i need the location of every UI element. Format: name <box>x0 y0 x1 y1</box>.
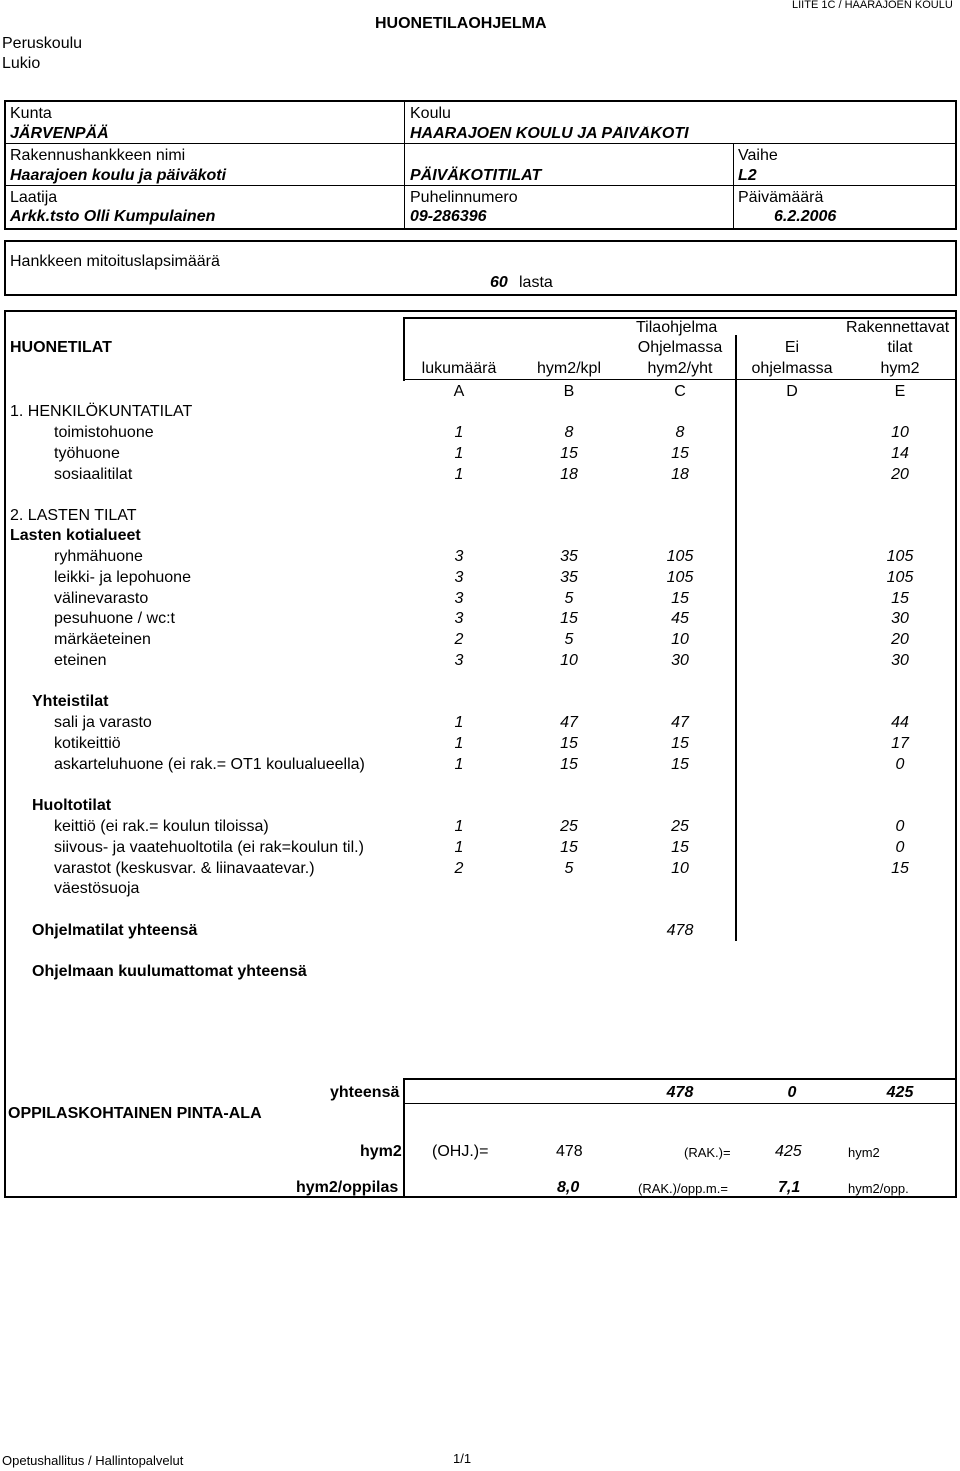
col-c-header-1: Ohjelmassa <box>637 339 723 356</box>
cell-e: 30 <box>891 610 909 627</box>
cell-e: 0 <box>895 839 905 856</box>
school-type-1: Peruskoulu <box>2 35 83 52</box>
total-c: 478 <box>666 1084 694 1101</box>
ohj-label: (OHJ.)= <box>432 1143 489 1160</box>
total-d: 0 <box>787 1084 797 1101</box>
rak-label: (RAK.)= <box>684 1145 731 1160</box>
cell-e: 15 <box>891 590 909 607</box>
cell-b: 25 <box>560 818 578 835</box>
cell-c: 47 <box>671 714 689 731</box>
koulu-value: HAARAJOEN KOULU JA PÄIVÄKOTI <box>410 126 689 142</box>
cell-e: 105 <box>886 569 914 586</box>
cell-a: 1 <box>454 839 464 856</box>
cell-c: 15 <box>671 735 689 752</box>
cell-e: 17 <box>891 735 909 752</box>
col-d-header-1: Ei <box>784 339 800 356</box>
per-rak-unit: hym2/opp. <box>848 1181 909 1196</box>
cell-c: 105 <box>666 548 694 565</box>
col-a-letter: A <box>453 383 465 400</box>
puhelin-value: 09-286396 <box>410 208 487 225</box>
mitoitus-label: Hankkeen mitoituslapsimäärä <box>10 253 220 270</box>
row-name: leikki- ja lepohuone <box>54 569 191 586</box>
row-name: märkäeteinen <box>54 631 151 648</box>
cell-a: 1 <box>454 466 464 483</box>
vaihe-label: Vaihe <box>738 147 778 164</box>
cell-c: 10 <box>671 860 689 877</box>
row-name: keittiö (ei rak.= koulun tiloissa) <box>54 818 269 835</box>
kunta-value: JÄRVENPÄÄ <box>10 125 109 142</box>
footer-source: Opetushallitus / Hallintopalvelut <box>2 1453 184 1468</box>
laatija-value: Arkk.tsto Olli Kumpulainen <box>10 208 216 225</box>
cell-a: 3 <box>454 610 464 627</box>
doc-title: HUONETILAOHJELMA <box>375 15 547 32</box>
kunta-label: Kunta <box>10 105 52 122</box>
pvm-value: 6.2.2006 <box>774 208 837 225</box>
cell-c: 25 <box>671 818 689 835</box>
group-tilaohjelma: Tilaohjelma <box>636 319 718 336</box>
cell-b: 5 <box>564 631 574 648</box>
mitoitus-value: 60 <box>490 274 508 291</box>
cell-b: 10 <box>560 652 578 669</box>
mitoitus-unit: lasta <box>519 274 553 291</box>
per-rak-label: (RAK.)/opp.m.= <box>638 1181 728 1196</box>
row-name: pesuhuone / wc:t <box>54 610 175 627</box>
cell-b: 18 <box>560 466 578 483</box>
row-name: sali ja varasto <box>54 714 152 731</box>
cell-a: 1 <box>454 818 464 835</box>
row-name: ryhmähuone <box>54 548 143 565</box>
row-name: välinevarasto <box>54 590 149 607</box>
cell-c: 8 <box>675 424 685 441</box>
cell-a: 3 <box>454 548 464 565</box>
koulu-label: Koulu <box>410 105 451 122</box>
cell-c: 15 <box>671 445 689 462</box>
cell-b: 5 <box>564 590 574 607</box>
divider <box>404 1103 955 1104</box>
hym2-label: hym2 <box>360 1143 402 1160</box>
row-name: varastot (keskusvar. & liinavaatevar.) <box>54 860 315 877</box>
col-b-header: hym2/kpl <box>536 360 602 377</box>
row-name: askarteluhuone (ei rak.= OT1 koulualueella) <box>54 756 365 773</box>
cell-a: 2 <box>454 860 464 877</box>
cell-c: 45 <box>671 610 689 627</box>
cell-c: 18 <box>671 466 689 483</box>
cell-b: 15 <box>560 735 578 752</box>
divider <box>6 185 955 186</box>
section-title: Huoltotilat <box>32 797 112 814</box>
divider <box>6 143 955 144</box>
hanke-value-2: PÄIVÄKOTITILAT <box>410 167 542 184</box>
rak-unit: hym2 <box>848 1145 880 1160</box>
per-pupil-label: OPPILASKOHTAINEN PINTA-ALA <box>8 1106 262 1122</box>
cell-b: 15 <box>560 445 578 462</box>
cell-e: 105 <box>886 548 914 565</box>
col-e-header-2: hym2 <box>880 360 920 377</box>
section-subtitle: Lasten kotialueet <box>10 527 141 544</box>
total-label: yhteensä <box>330 1084 400 1101</box>
col-e-letter: E <box>894 383 906 400</box>
col-d-letter: D <box>786 383 798 400</box>
divider <box>404 1078 957 1080</box>
cell-a: 3 <box>454 569 464 586</box>
cell-e: 20 <box>891 466 909 483</box>
section-title: 2. LASTEN TILAT <box>10 507 137 524</box>
rak-value: 425 <box>775 1143 802 1160</box>
ohjelma-total-label: Ohjelmatilat yhteensä <box>32 922 198 939</box>
row-name: sosiaalitilat <box>54 466 133 483</box>
ohjelma-total-value: 478 <box>666 922 694 939</box>
group-rakennettavat: Rakennettavat <box>846 319 950 336</box>
cell-e: 44 <box>891 714 909 731</box>
hanke-value: Haarajoen koulu ja päiväkoti <box>10 167 227 184</box>
attachment-label: LIITE 1C / HAARAJOEN KOULU <box>792 0 953 11</box>
cell-b: 8 <box>564 424 574 441</box>
cell-a: 3 <box>454 652 464 669</box>
cell-c: 10 <box>671 631 689 648</box>
main-frame <box>4 310 957 1198</box>
cell-b: 15 <box>560 610 578 627</box>
row-name: työhuone <box>54 445 120 462</box>
divider <box>404 102 405 228</box>
hanke-label: Rakennushankkeen nimi <box>10 147 186 164</box>
row-name: siivous- ja vaatehuoltotila (ei rak=koulun til.) <box>54 839 364 856</box>
total-e: 425 <box>886 1084 914 1101</box>
cell-e: 10 <box>891 424 909 441</box>
per-rak-value: 7,1 <box>778 1179 801 1196</box>
cell-c: 105 <box>666 569 694 586</box>
cell-b: 15 <box>560 756 578 773</box>
cell-a: 1 <box>454 424 464 441</box>
cell-e: 14 <box>891 445 909 462</box>
divider <box>403 1078 405 1198</box>
cell-b: 5 <box>564 860 574 877</box>
cell-e: 20 <box>891 631 909 648</box>
cell-b: 15 <box>560 839 578 856</box>
cell-b: 47 <box>560 714 578 731</box>
col-a-header: lukumäärä <box>421 360 497 377</box>
cell-c: 30 <box>671 652 689 669</box>
row-name: väestösuoja <box>54 880 140 897</box>
vaihe-value: L2 <box>738 167 757 184</box>
cell-e: 0 <box>895 756 905 773</box>
row-name: toimistohuone <box>54 424 154 441</box>
laatija-label: Laatija <box>10 189 58 206</box>
table-heading: HUONETILAT <box>10 339 112 356</box>
per-label: hym2/oppilas <box>296 1179 399 1196</box>
row-name: kotikeittiö <box>54 735 121 752</box>
divider <box>733 144 734 228</box>
col-c-letter: C <box>674 383 686 400</box>
row-name: eteinen <box>54 652 107 669</box>
school-type-2: Lukio <box>2 55 41 72</box>
ei-ohjelma-label: Ohjelmaan kuulumattomat yhteensä <box>32 963 307 980</box>
col-c-header-2: hym2/yht <box>647 360 713 377</box>
cell-a: 1 <box>454 445 464 462</box>
cell-a: 1 <box>454 756 464 773</box>
col-b-letter: B <box>563 383 575 400</box>
section-title: 1. HENKILÖKUNTATILAT <box>10 403 193 420</box>
ohj-value: 478 <box>556 1143 583 1160</box>
footer-page: 1/1 <box>453 1451 472 1466</box>
per-ohj-value: 8,0 <box>557 1179 580 1196</box>
pvm-label: Päivämäärä <box>738 189 824 206</box>
cell-e: 0 <box>895 818 905 835</box>
cell-a: 3 <box>454 590 464 607</box>
puhelin-label: Puhelinnumero <box>410 189 518 206</box>
cell-b: 35 <box>560 548 578 565</box>
cell-a: 1 <box>454 735 464 752</box>
col-e-header-1: tilat <box>887 339 913 356</box>
divider <box>404 379 955 380</box>
cell-c: 15 <box>671 756 689 773</box>
cell-e: 15 <box>891 860 909 877</box>
section-title: Yhteistilat <box>32 693 109 710</box>
cell-b: 35 <box>560 569 578 586</box>
cell-c: 15 <box>671 839 689 856</box>
cell-a: 2 <box>454 631 464 648</box>
cell-a: 1 <box>454 714 464 731</box>
col-d-header-2: ohjelmassa <box>751 360 833 377</box>
cell-c: 15 <box>671 590 689 607</box>
cell-e: 30 <box>891 652 909 669</box>
